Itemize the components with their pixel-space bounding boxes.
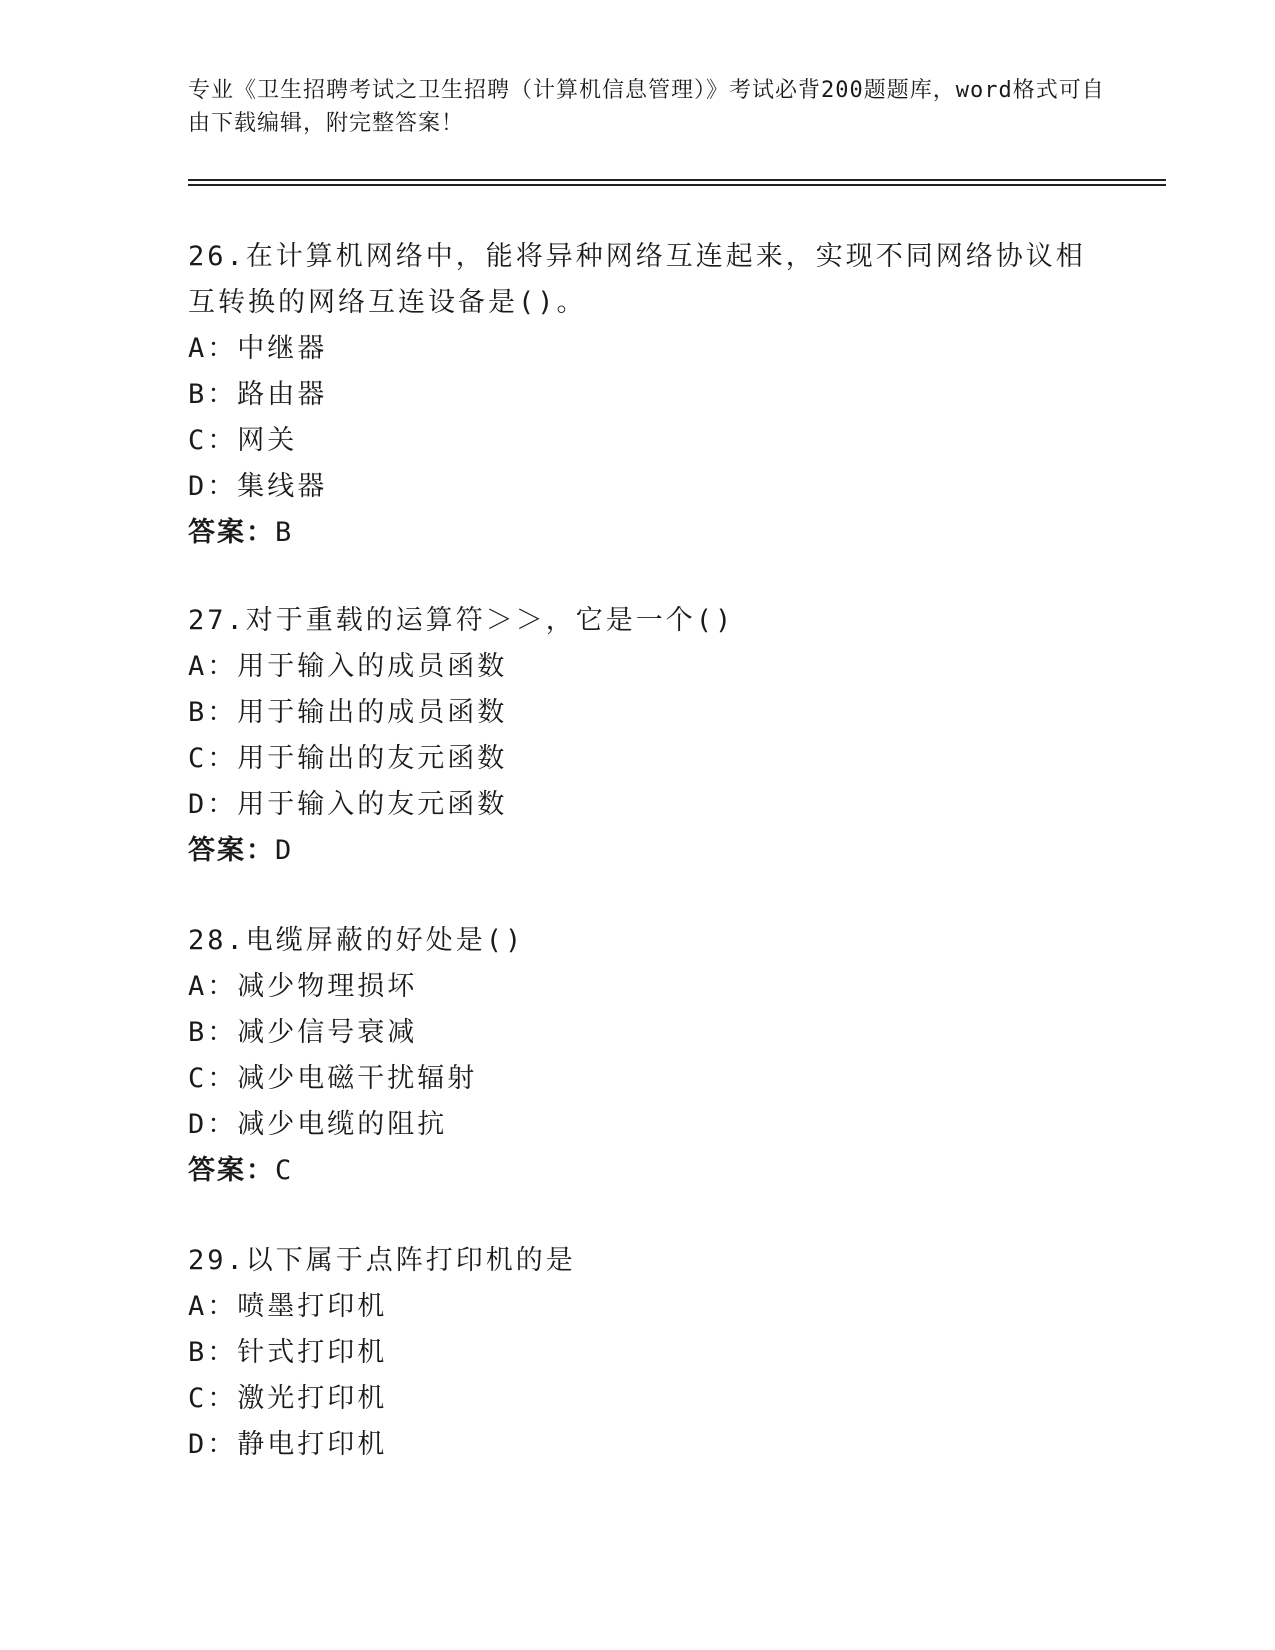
answer-label: 答案： <box>188 835 275 866</box>
question-26 <box>188 234 1088 556</box>
option-c: C：减少电磁干扰辐射 <box>188 1063 478 1094</box>
answer-line <box>188 1148 1088 1194</box>
option-a: A：减少物理损坏 <box>188 971 418 1002</box>
option-d: D：集线器 <box>188 471 328 502</box>
answer-value: B <box>275 517 294 548</box>
header-divider-top <box>188 179 1166 181</box>
option-a: A：中继器 <box>188 333 328 364</box>
option-c: C：网关 <box>188 425 298 456</box>
answer-value: D <box>275 835 294 866</box>
answer-value: C <box>275 1155 294 1186</box>
option-b: B：用于输出的成员函数 <box>188 697 508 728</box>
option-b: B：针式打印机 <box>188 1337 388 1368</box>
answer-line <box>188 510 1088 556</box>
option-d: D：减少电缆的阻抗 <box>188 1109 448 1140</box>
option-b: B：减少信号衰减 <box>188 1017 418 1048</box>
option-c: C：用于输出的友元函数 <box>188 743 508 774</box>
question-27 <box>188 598 1088 874</box>
question-29 <box>188 1238 1088 1468</box>
header-divider-bottom <box>188 184 1166 186</box>
option-b: B：路由器 <box>188 379 328 410</box>
option-d: D：静电打印机 <box>188 1429 388 1460</box>
document-header: 专业《卫生招聘考试之卫生招聘（计算机信息管理）》考试必背200题题库，word格式可自由下载编辑，附完整答案！ <box>188 78 1105 136</box>
option-c: C：激光打印机 <box>188 1383 388 1414</box>
option-a: A：用于输入的成员函数 <box>188 651 508 682</box>
option-a: A：喷墨打印机 <box>188 1291 388 1322</box>
question-stem: 26.在计算机网络中，能将异种网络互连起来，实现不同网络协议相互转换的网络互连设备是()。 <box>188 241 1086 318</box>
answer-label: 答案： <box>188 517 275 548</box>
option-d: D：用于输入的友元函数 <box>188 789 508 820</box>
answer-line <box>188 828 1088 874</box>
question-stem: 29.以下属于点阵打印机的是 <box>188 1245 576 1276</box>
question-28 <box>188 918 1088 1194</box>
question-stem: 27.对于重载的运算符＞＞，它是一个() <box>188 605 735 636</box>
answer-label: 答案： <box>188 1155 275 1186</box>
question-stem: 28.电缆屏蔽的好处是() <box>188 925 525 956</box>
